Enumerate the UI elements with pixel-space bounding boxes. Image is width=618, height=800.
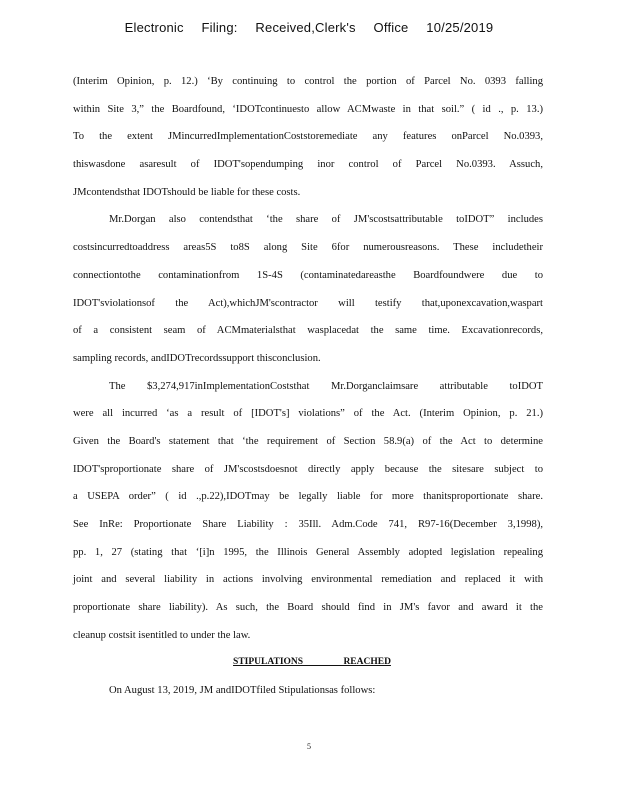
body-line: To the extent JMincurredImplementationCoststoremediate any features onParcel No.0393, [73,131,543,143]
body-line: of a consistent seam of ACMmaterialsthat wasplacedat the same time. Excavationrecords, [73,325,543,337]
body-line: Given the Board's statement that ‘the requirement of Section 58.9(a) of the Act to determine [73,435,543,447]
body-line: sampling records, andIDOTrecordssupport thisconclusion. [73,352,321,364]
body-line: The $3,274,917inImplementationCoststhat Mr.Dorganclaimsare attributable toIDOT [109,380,543,392]
document-body [73,68,543,705]
body-line: costsincurredtoaddress areas5S to8S along Site 6for numerousreasons. These includetheir [73,242,543,254]
body-line: thiswasdone asaresult of IDOT'sopendumping inor control of Parcel No.0393. Assuch, [73,159,543,171]
page-number: 5 [307,742,311,751]
body-line: a USEPA order” ( id .,p.22),IDOTmay be legally liable for more thanitsproportionate share. [73,491,543,503]
body-line: On August 13, 2019, JM andIDOTfiled Stipulationsas follows: [109,685,376,697]
section-heading: STIPULATIONS REACHED [233,657,391,668]
body-line: IDOT'sproportionate share of JM'scostsdoesnot directly apply because the sitesare subject to [73,463,543,475]
body-line: proportionate share liability). As such, the Board should find in JM's favor and award it the [73,602,543,614]
body-line: IDOT'sviolationsof the Act),whichJM'scontractor will testify that,uponexcavation,waspart [73,297,543,309]
body-line: See InRe: Proportionate Share Liability : 35Ill. Adm.Code 741, R97-16(December 3,1998), [73,519,543,530]
filing-header: Electronic Filing: Received,Clerk's Office 10/25/2019 [124,20,494,35]
body-line: pp. 1, 27 (stating that ‘[i]n 1995, the Illinois General Assembly adopted legislation repealing [73,546,543,558]
body-line: JMcontendsthat IDOTshould be liable for these costs. [73,186,301,198]
body-line: (Interim Opinion, p. 12.) ‘By continuing to control the portion of Parcel No. 0393 falling [73,76,543,87]
body-line: connectiontothe contaminationfrom 1S-4S (contaminatedareasthe Boardfoundwere due to [73,269,543,281]
body-line: joint and several liability in actions involving environmental remediation and replaced it with [73,574,543,586]
body-line: were all incurred ‘as a result of [IDOT's] violations” of the Act. (Interim Opinion, p. 21.) [73,408,543,420]
body-line: Mr.Dorgan also contendsthat ‘the share of JM'scostsattributable toIDOT” includes [109,214,543,226]
body-line: within Site 3,” the Boardfound, ‘IDOTcontinuesto allow ACMwaste in that soil.” ( id ., p. 13.) [73,103,543,115]
body-line: cleanup costsit isentitled to under the law. [73,629,251,641]
